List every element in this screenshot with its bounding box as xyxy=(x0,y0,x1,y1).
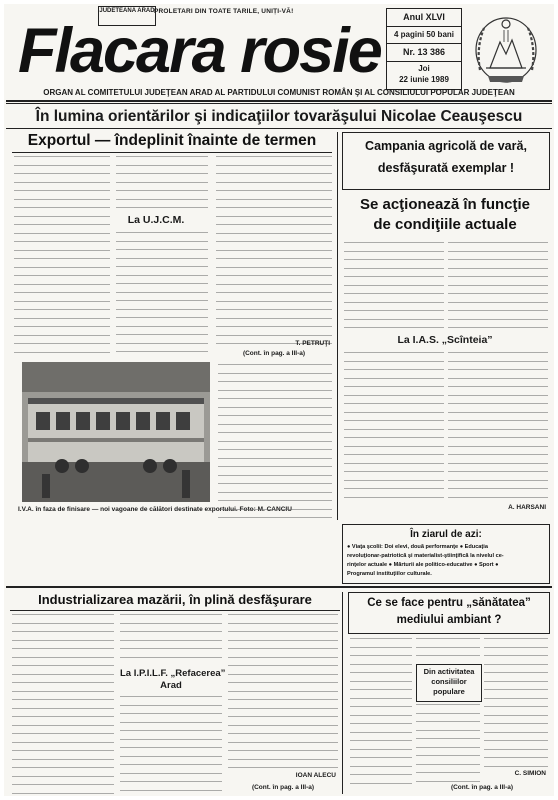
price-label: 4 pagini 50 bani xyxy=(393,30,454,39)
environment-inset-line1: Din activitatea xyxy=(423,667,475,676)
export-column-3 xyxy=(216,156,332,348)
environment-headline-line2: mediului ambiant ? xyxy=(396,614,502,626)
environment-banner xyxy=(348,592,550,634)
photo-caption: I.V.A. în faza de finisare — noi vagoane de călători destinate exportului. Foto: M. CANCIU xyxy=(18,506,292,513)
export-column-2 xyxy=(116,232,208,356)
organ-line: ORGAN AL COMITETULUI JUDEŢEAN ARAD AL PARTIDULUI COMUNIST ROMÂN ŞI AL CONSILIULUI POPULAR JUDEŢEAN xyxy=(43,88,515,97)
year-label: Anul XLVI xyxy=(403,12,445,22)
campaign-title-line1: Campania agricolă de vară, xyxy=(365,139,527,153)
export-column-1 xyxy=(14,156,110,358)
issue-info-box xyxy=(386,8,462,90)
hay-column-2 xyxy=(120,696,222,794)
hay-continued: (Cont. în pag. a III-a) xyxy=(251,784,315,791)
export-byline: T. PETRUŢI xyxy=(295,340,330,347)
wagon-photo-image xyxy=(22,362,210,502)
newspaper-front-page xyxy=(4,4,554,796)
environment-column-2 xyxy=(416,704,480,784)
hay-column-2-top xyxy=(120,614,222,664)
wagon-photo xyxy=(22,362,210,502)
newspaper-title: Flacara rosie xyxy=(18,16,381,86)
hay-column-3 xyxy=(228,614,338,770)
campaign-inset-title: La I.A.S. „Scînteia” xyxy=(397,334,493,346)
campaign-column-1-top xyxy=(344,242,444,330)
hay-subhead-line1: La I.P.I.L.F. „Refacerea” xyxy=(120,668,226,679)
hay-headline: Industrializarea mazării, în plină desfăşurare xyxy=(38,592,312,607)
weekday-label: Joi xyxy=(418,64,430,73)
campaign-banner xyxy=(342,132,550,190)
issue-number: Nr. 13 386 xyxy=(402,47,446,57)
main-headline: În lumina orientărilor şi indicaţiilor tovarăşului Nicolae Ceauşescu xyxy=(35,108,523,125)
in-brief-box xyxy=(342,524,550,584)
export-column-2-top xyxy=(116,156,208,210)
export-subhead: La U.J.C.M. xyxy=(127,214,185,226)
in-brief-line-3: rinţelor actuale ● Mărturii ale politico-educative ● Sport ● xyxy=(347,562,499,568)
campaign-column-2-top xyxy=(448,242,548,330)
export-headline: Exportul — îndeplinit înainte de termen xyxy=(27,132,317,149)
in-brief-line-2: revoluţionar-patriotică şi materialist-ştiinţifică la nivelul ce- xyxy=(347,553,504,559)
issue-date: 22 iunie 1989 xyxy=(399,75,449,84)
county-label: JUDETEANA ARAD xyxy=(99,8,155,14)
hay-subhead-line2: Arad xyxy=(160,680,182,691)
coat-of-arms-icon xyxy=(470,10,542,86)
in-brief-line-4: Programul instituţiilor culturale. xyxy=(347,571,432,577)
in-brief-line-1: ● Viaţa şcolii: Doi elevi, două performanţe ● Educaţia xyxy=(347,544,488,550)
environment-column-3 xyxy=(484,638,548,768)
campaign-headline-line2: de condiţiile actuale xyxy=(373,216,517,233)
environment-headline-line1: Ce se face pentru „sănătatea” xyxy=(367,597,531,609)
environment-inset-line2: consiliilor xyxy=(431,677,467,686)
environment-column-2-top xyxy=(416,638,480,660)
environment-continued: (Cont. în pag. a III-a) xyxy=(450,784,514,791)
environment-byline: C. SIMION xyxy=(514,770,546,777)
campaign-title-line2: desfăşurată exemplar ! xyxy=(377,161,515,175)
party-slogan: PROLETARI DIN TOATE TARILE, UNIȚI-VĂ! xyxy=(154,8,294,15)
environment-inset-box xyxy=(416,664,482,702)
campaign-byline: A. HARSANI xyxy=(508,504,546,511)
in-brief-title: În ziarul de azi: xyxy=(410,529,482,540)
export-column-3-bottom xyxy=(218,364,332,520)
campaign-column-2 xyxy=(448,352,548,498)
hay-byline: IOAN ALECU xyxy=(295,772,336,779)
campaign-headline-line1: Se acţionează în funcţie xyxy=(359,196,531,213)
hay-column-1 xyxy=(12,614,114,794)
export-continued: (Cont. în pag. a III-a) xyxy=(242,350,306,357)
environment-inset-line3: populare xyxy=(433,687,465,696)
environment-column-1 xyxy=(350,638,412,784)
campaign-column-1 xyxy=(344,352,444,498)
